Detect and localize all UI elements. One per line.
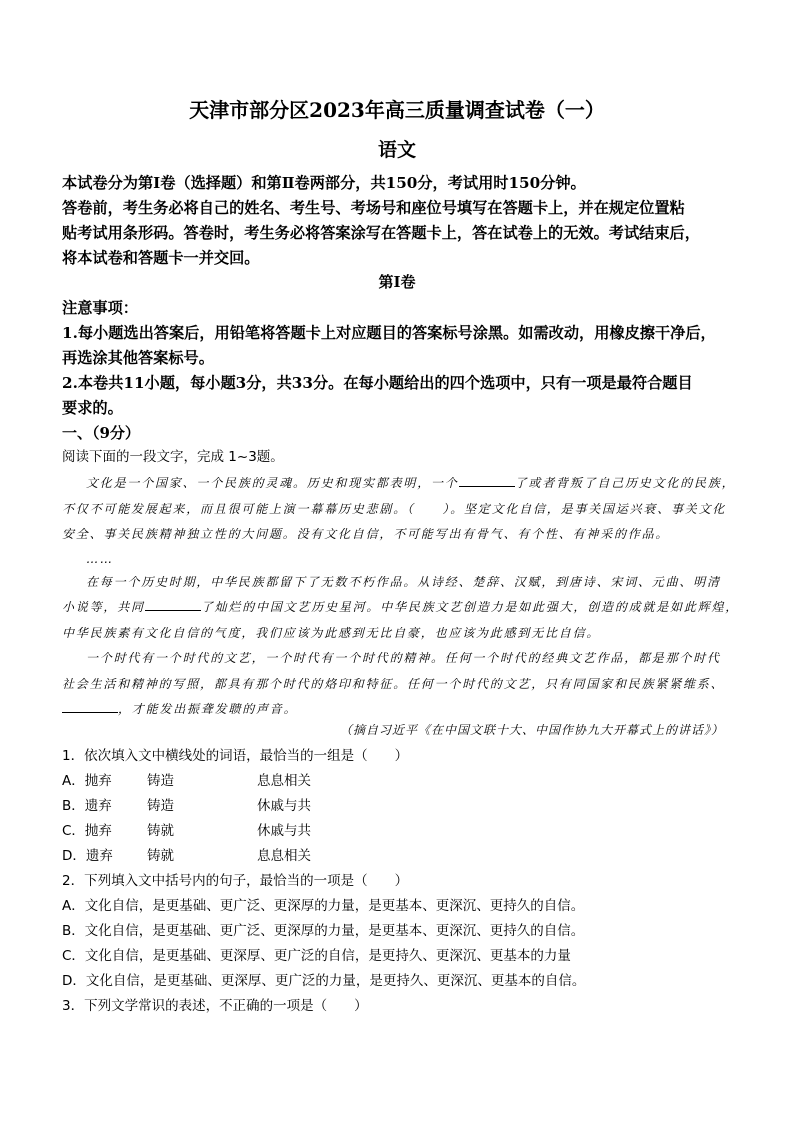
- passage-text: 小说等，共同: [62, 600, 145, 614]
- passage-text: 了灿烂的中国文艺历史星河。中华民族文艺创造力是如此强大，创造的成就是如此辉煌，: [200, 600, 740, 614]
- passage-line: 不仅不可能发展起来，而且很可能上演一幕幕历史悲剧。（ ）。坚定文化自信，是事关国运兴衰、事关文化: [62, 501, 727, 516]
- notes-line: 1.每小题选出答案后，用铅笔将答题卡上对应题目的答案标号涂黑。如需改动，用橡皮擦干净后，: [62, 324, 716, 342]
- question-2: [62, 869, 742, 994]
- subject-title: 语文: [377, 139, 416, 161]
- question-stem: 3．下列文学常识的表述，不正确的一项是（ ）: [62, 998, 368, 1014]
- notes-line: 再选涂其他答案标号。: [62, 349, 214, 367]
- passage-source: （摘自习近平《在中国文联十大、中国作协九大开幕式上的讲话》）: [339, 723, 724, 737]
- exam-title: 天津市部分区2023年高三质量调查试卷（一）: [189, 98, 605, 122]
- option-word: D．遗弃: [62, 848, 113, 864]
- question-stem: 1．依次填入文中横线处的词语，最恰当的一组是（ ）: [62, 748, 409, 764]
- option-word: B．遗弃: [62, 798, 112, 814]
- option-word: 铸就: [147, 823, 174, 839]
- fill-blank: [459, 474, 515, 487]
- option-word: 铸造: [147, 773, 174, 789]
- instruction-line: 答卷前，考生务必将自己的姓名、考生号、考场号和座位号填写在答题卡上，并在规定位置粘: [62, 199, 685, 217]
- passage-ellipsis: ……: [86, 551, 114, 566]
- fill-blank: [145, 598, 201, 611]
- option-word: 息息相关: [257, 773, 311, 789]
- option-word: 铸造: [147, 798, 174, 814]
- option-word: 息息相关: [257, 848, 311, 864]
- reading-instruction: 阅读下面的一段文字，完成 1~3题。: [62, 449, 284, 465]
- reading-passage: [62, 471, 742, 723]
- passage-text: ，才能发出振聋发聩的声音。: [118, 702, 298, 716]
- option-word: 休戚与共: [257, 798, 311, 814]
- option-word: A．抛弃: [62, 773, 112, 789]
- passage-paragraph: [62, 471, 742, 497]
- option-line: A．文化自信，是更基础、更广泛、更深厚的力量，是更基本、更深沉、更持久的自信。: [62, 898, 585, 914]
- fill-blank: [62, 700, 118, 713]
- notes-line: 2.本卷共11小题，每小题3分，共33分。在每小题给出的四个选项中，只有一项是最符合题目: [62, 374, 693, 392]
- instruction-line: 贴考试用条形码。答卷时，考生务必将答案涂写在答题卡上，答在试卷上的无效。考试结束后，: [62, 224, 700, 242]
- instruction-line: 本试卷分为第Ⅰ卷（选择题）和第Ⅱ卷两部分，共150分，考试用时150分钟。: [62, 174, 586, 192]
- section-title: 第Ⅰ卷: [378, 273, 416, 291]
- option-row: [62, 844, 742, 869]
- option-line: B．文化自信，是更基础、更广泛、更深厚的力量，是更基本、更深沉、更持久的自信。: [62, 923, 585, 939]
- notes-line: 要求的。: [62, 399, 123, 417]
- part-heading: 一、（9分）: [62, 424, 140, 442]
- option-row: [62, 819, 742, 844]
- passage-line: 一个时代有一个时代的文艺，一个时代有一个时代的精神。任何一个时代的经典文艺作品，都是那个时代: [86, 651, 721, 665]
- passage-text: 文化是一个国家、一个民族的灵魂。历史和现实都表明，一个: [86, 476, 459, 490]
- passage-line: 中华民族素有文化自信的气度，我们应该为此感到无比自豪，也应该为此感到无比自信。: [62, 625, 601, 640]
- instruction-line: 将本试卷和答题卡一并交回。: [62, 249, 260, 267]
- option-line: D．文化自信，是更基础、更深厚、更广泛的力量，是更持久、更深沉、更基本的自信。: [62, 973, 586, 989]
- option-row: [62, 769, 742, 794]
- passage-line: 在每一个历史时期，中华民族都留下了无数不朽作品。从诗经、楚辞、汉赋，到唐诗、宋词、元曲、明清: [86, 574, 721, 589]
- question-3: [62, 994, 742, 1019]
- passage-text: 了或者背叛了自己历史文化的民族，: [514, 476, 736, 490]
- exam-instructions: [62, 171, 742, 271]
- passage-line: 社会生活和精神的写照，都具有那个时代的烙印和特征。任何一个时代的文艺，只有同国家和民族紧紧维系、: [62, 676, 725, 691]
- question-stem: 2．下列填入文中括号内的句子，最恰当的一项是（ ）: [62, 873, 409, 889]
- option-row: [62, 794, 742, 819]
- passage-line: 安全、事关民族精神独立性的大问题。没有文化自信，不可能写出有骨气、有个性、有神采的作品。: [62, 527, 670, 541]
- option-word: 铸就: [147, 848, 174, 864]
- option-word: 休戚与共: [257, 823, 311, 839]
- notes-heading: 注意事项：: [62, 299, 138, 317]
- notes-block: [62, 296, 742, 421]
- option-word: C．抛弃: [62, 823, 112, 839]
- passage-paragraph: [62, 595, 742, 621]
- question-1: [62, 744, 742, 869]
- option-line: C．文化自信，是更基础、更深厚、更广泛的自信，是更持久、更深沉、更基本的力量: [62, 948, 571, 964]
